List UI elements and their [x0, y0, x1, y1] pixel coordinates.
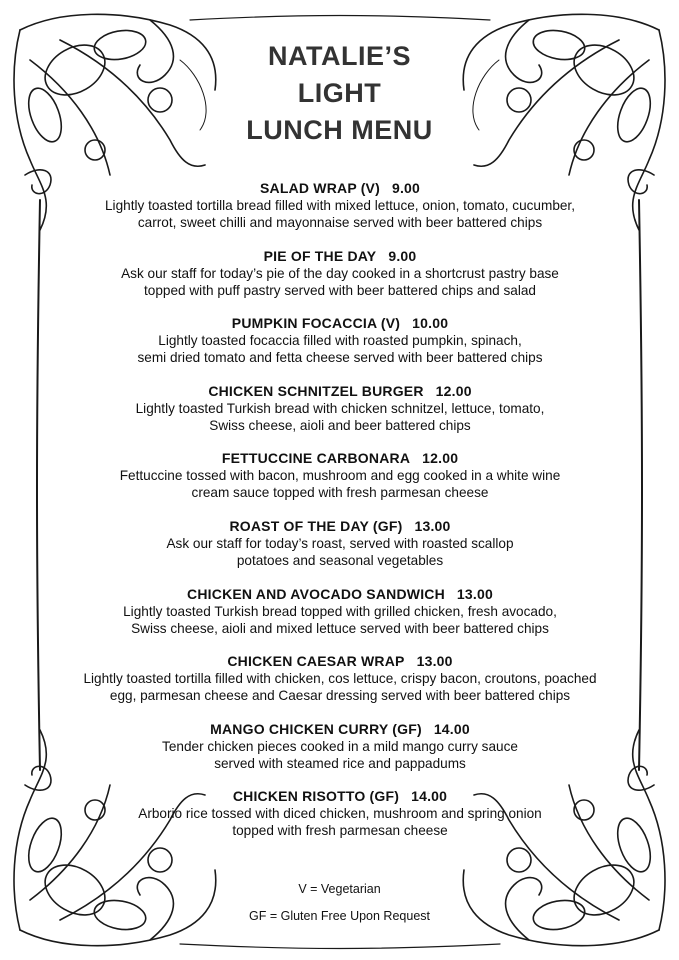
legend-gluten-free: GF = Gluten Free Upon Request	[249, 909, 430, 923]
menu-item-price: 14.00	[411, 788, 448, 805]
menu-item	[40, 314, 640, 382]
menu-item-description-line: Fettuccine tossed with bacon, mushroom and egg cooked in a white wine	[119, 468, 561, 484]
menu-item-description-line: topped with puff pastry served with beer battered chips and salad	[144, 282, 536, 298]
menu-item-description-line: Ask our staff for today’s roast, served with roasted scallop	[166, 535, 514, 551]
menu-item-description-line: Arborio rice tossed with diced chicken, mushroom and spring onion	[138, 806, 542, 822]
menu-item	[40, 517, 640, 585]
menu-item-price: 14.00	[433, 720, 470, 737]
menu-item-price: 10.00	[412, 315, 449, 332]
menu-item-name: CHICKEN SCHNITZEL BURGER	[208, 382, 424, 399]
menu-title-line-3: LUNCH MENU	[246, 115, 433, 145]
legend-vegetarian: V = Vegetarian	[298, 882, 381, 896]
menu-item-description-line: Lightly toasted tortilla bread filled with mixed lettuce, onion, tomato, cucumber,	[105, 198, 575, 213]
menu-item-description-line: Lightly toasted focaccia filled with roasted pumpkin, spinach,	[158, 333, 522, 349]
menu-title-line-2: LIGHT	[297, 78, 382, 108]
menu-items-list	[40, 179, 640, 855]
menu-item-heading	[40, 449, 640, 467]
menu-item	[40, 179, 640, 247]
menu-item	[40, 652, 640, 720]
menu-item-price: 12.00	[435, 382, 472, 399]
menu-item-description-line: cream sauce topped with fresh parmesan cheese	[191, 485, 489, 501]
menu-item-price: 13.00	[414, 517, 451, 534]
menu-item-name: SALAD WRAP (V)	[259, 180, 380, 196]
menu-item-name: FETTUCCINE CARBONARA	[221, 450, 411, 467]
menu-item-name: CHICKEN CAESAR WRAP	[227, 653, 405, 670]
menu-item-name: PIE OF THE DAY	[263, 247, 377, 264]
menu-item-name: CHICKEN AND AVOCADO SANDWICH	[187, 585, 445, 602]
menu-item-name: PUMPKIN FOCACCIA (V)	[231, 315, 401, 332]
menu-item-description-line: topped with fresh parmesan cheese	[232, 823, 448, 839]
menu-item	[40, 382, 640, 450]
menu-item	[40, 585, 640, 653]
menu-item-price: 13.00	[416, 653, 453, 670]
menu-item-description-line: Swiss cheese, aioli and beer battered chips	[209, 417, 471, 433]
menu-item-description-line: potatoes and seasonal vegetables	[236, 552, 444, 568]
menu-item	[40, 787, 640, 855]
menu-item-name: CHICKEN RISOTTO (GF)	[232, 788, 400, 805]
menu-title-line-1: NATALIE’S	[268, 41, 411, 71]
menu-item-name: ROAST OF THE DAY (GF)	[229, 517, 403, 534]
menu-item-description-line: Swiss cheese, aioli and mixed lettuce served with beer battered chips	[131, 620, 549, 636]
menu-item-description-line: Ask our staff for today’s pie of the day cooked in a shortcrust pastry base	[121, 265, 559, 281]
menu-item-heading	[40, 179, 640, 197]
menu-item-name: MANGO CHICKEN CURRY (GF)	[210, 720, 422, 737]
menu-item-description-line: egg, parmesan cheese and Caesar dressing served with beer battered chips	[109, 688, 571, 704]
menu-item-description-line: Lightly toasted Turkish bread with chicken schnitzel, lettuce, tomato,	[135, 400, 545, 416]
menu-item-price: 12.00	[422, 450, 459, 467]
menu-item-heading	[40, 247, 640, 265]
menu-item-price: 9.00	[391, 180, 421, 196]
menu-item-description-line: Lightly toasted tortilla filled with chicken, cos lettuce, crispy bacon, croutons, poached	[83, 671, 597, 687]
menu-item-heading	[40, 382, 640, 400]
menu-item-heading	[40, 787, 640, 805]
menu-item-heading	[40, 314, 640, 332]
menu-item	[40, 247, 640, 315]
menu-item-description-line: carrot, sweet chilli and mayonnaise served with beer battered chips	[137, 215, 543, 230]
menu-item	[40, 720, 640, 788]
menu-item-heading	[40, 652, 640, 670]
menu-item-description-line: served with steamed rice and pappadums	[214, 755, 466, 771]
menu-item-heading	[40, 720, 640, 738]
menu-item-price: 9.00	[388, 247, 417, 264]
menu-item-description-line: Lightly toasted Turkish bread topped with grilled chicken, fresh avocado,	[123, 603, 557, 619]
menu-item-heading	[40, 517, 640, 535]
menu-item-description-line: semi dried tomato and fetta cheese served with beer battered chips	[137, 350, 543, 366]
menu-item-price: 13.00	[456, 585, 493, 602]
menu-item-heading	[40, 585, 640, 603]
menu-item	[40, 449, 640, 517]
menu-item-description-line: Tender chicken pieces cooked in a mild mango curry sauce	[162, 738, 518, 754]
